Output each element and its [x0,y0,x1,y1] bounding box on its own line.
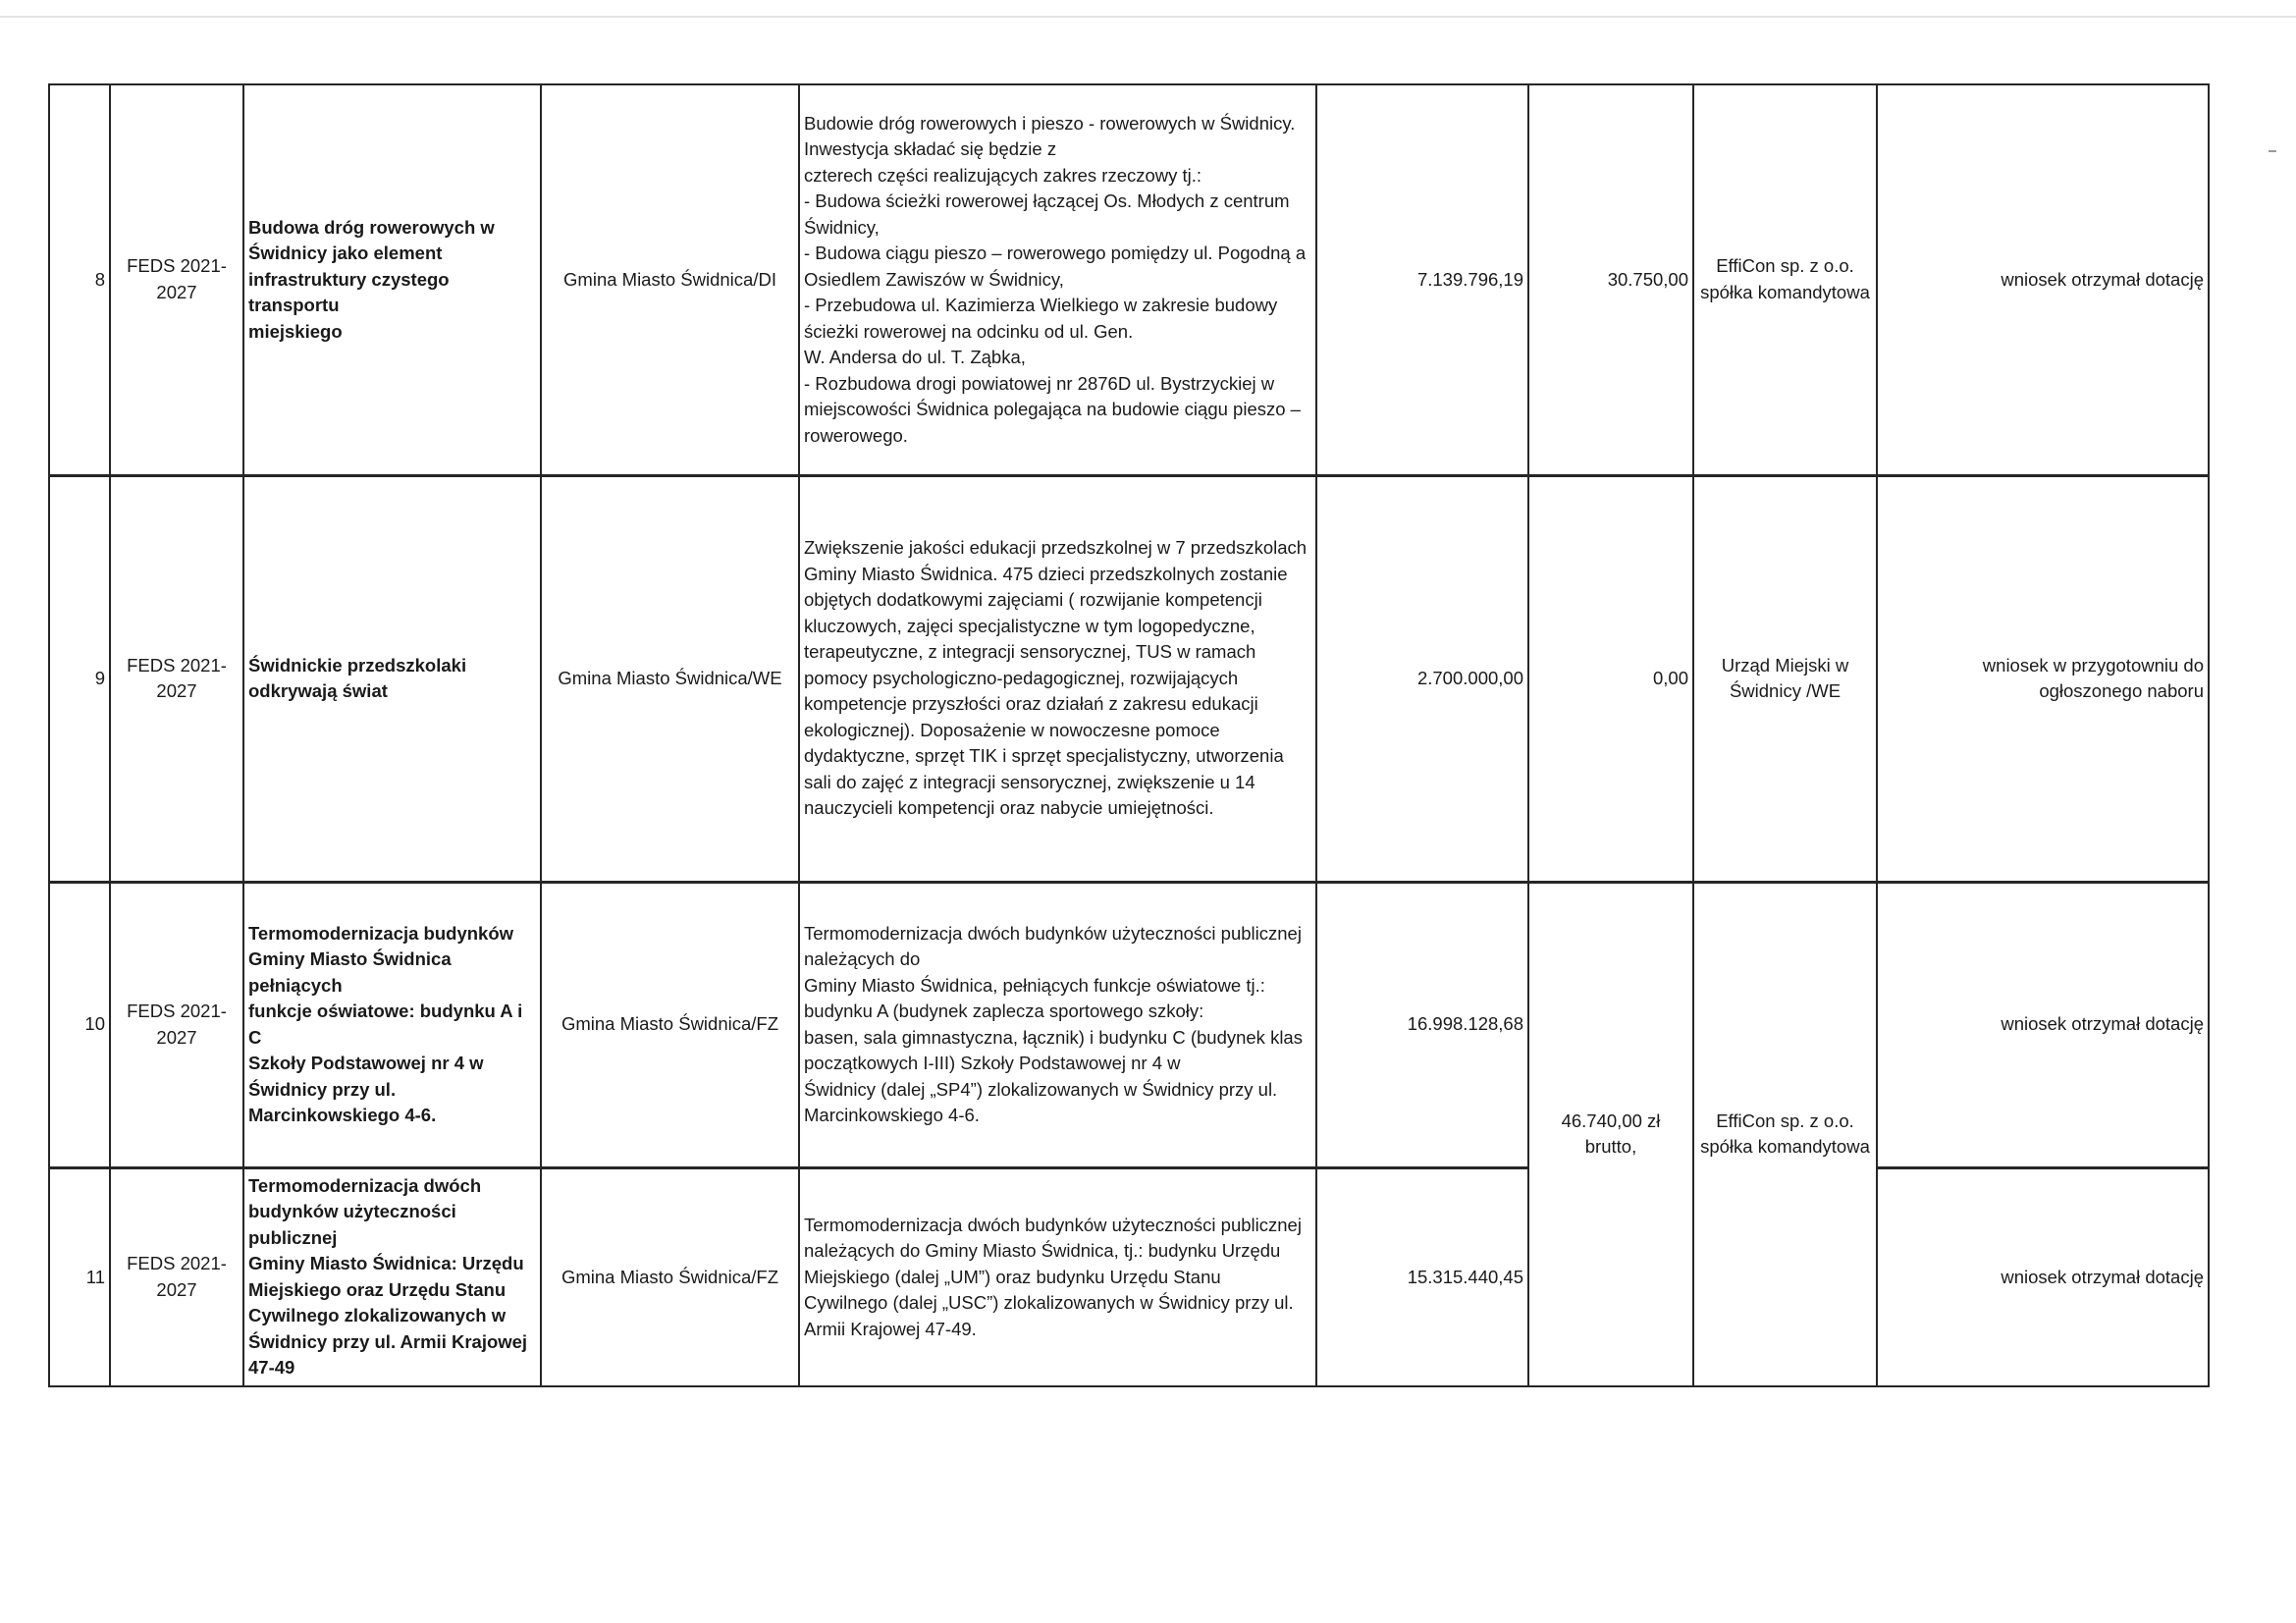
row-number: 11 [49,1167,110,1386]
status: wniosek w przygotowniu do ogłoszonego naboru [1877,475,2209,882]
projects-table [48,83,2210,1387]
contractor-shared: EffiCon sp. z o.o. spółka komandytowa [1693,882,1877,1386]
project-value: 16.998.128,68 [1316,882,1528,1167]
project-description: Termomodernizacja dwóch budynków użyteczności publicznej należących do Gminy Miasto Świdnica, pełniących funkcje oświatowe tj.: budynku A (budynek zaplecza sportowego szkoły: basen, sala gimnastyczna, łącznik) i budynku C (budynek klas początkowych I-III) Szkoły Podstawowej nr 4 w Świdnicy (dalej „SP4”) zlokalizowanych w Świdnicy przy ul. Marcinkowskiego 4-6. [799,882,1316,1167]
status: wniosek otrzymał dotację [1877,84,2209,475]
contractor: EffiCon sp. z o.o. spółka komandytowa [1693,84,1877,475]
table-row-9 [49,475,2209,882]
table-row-10 [49,882,2209,1167]
row-number: 10 [49,882,110,1167]
status: wniosek otrzymał dotację [1877,1167,2209,1386]
project-title: Termomodernizacja budynków Gminy Miasto Świdnica pełniących funkcje oświatowe: budynku A i C Szkoły Podstawowej nr 4 w Świdnicy przy ul. Marcinkowskiego 4-6. [243,882,541,1167]
row-number: 9 [49,475,110,882]
applicant: Gmina Miasto Świdnica/WE [541,475,799,882]
program-name: FEDS 2021- 2027 [110,882,243,1167]
table-row-11 [49,1167,2209,1386]
project-title: Budowa dróg rowerowych w Świdnicy jako element infrastruktury czystego transportu miejskiego [243,84,541,475]
project-description: Termomodernizacja dwóch budynków użyteczności publicznej należących do Gminy Miasto Świdnica, tj.: budynku Urzędu Miejskiego (dalej „UM”) oraz budynku Urzędu Stanu Cywilnego (dalej „USC”) zlokalizowanych w Świdnicy przy ul. Armii Krajowej 47-49. [799,1167,1316,1386]
project-description: Budowie dróg rowerowych i pieszo - rowerowych w Świdnicy. Inwestycja składać się będzie z czterech części realizujących zakres rzeczowy tj.: - Budowa ścieżki rowerowej łączącej Os. Młodych z centrum Świdnicy, - Budowa ciągu pieszo – rowerowego pomiędzy ul. Pogodną a Osiedlem Zawiszów w Świdnicy, - Przebudowa ul. Kazimierza Wielkiego w zakresie budowy ścieżki rowerowej na odcinku od ul. Gen. W. Andersa do ul. T. Ząbka, - Rozbudowa drogi powiatowej nr 2876D ul. Bystrzyckiej w miejscowości Świdnica polegająca na budowie ciągu pieszo – rowerowego. [799,84,1316,475]
preparation-cost: 30.750,00 [1528,84,1693,475]
scan-top-edge [0,16,2296,18]
project-title: Świdnickie przedszkolaki odkrywają świat [243,475,541,882]
project-description: Zwiększenie jakości edukacji przedszkolnej w 7 przedszkolach Gminy Miasto Świdnica. 475 dzieci przedszkolnych zostanie objętych dodatkowymi zajęciami ( rozwijanie kompetencji kluczowych, zajęci specjalistyczne w tym logopedyczne, terapeutyczne, z integracji sensorycznej, TUS w ramach pomocy psychologiczno-pedagogicznej, rozwijających kompetencje przyszłości oraz działań z zakresu edukacji ekologicznej). Doposażenie w nowoczesne pomoce dydaktyczne, sprzęt TIK i sprzęt specjalistyczny, utworzenia sali do zajęć z integracji sensorycznej, zwiększenie u 14 nauczycieli kompetencji oraz nabycie umiejętności. [799,475,1316,882]
project-value: 2.700.000,00 [1316,475,1528,882]
project-value: 15.315.440,45 [1316,1167,1528,1386]
scan-margin-mark [2269,150,2276,152]
contractor: Urząd Miejski w Świdnicy /WE [1693,475,1877,882]
row-number: 8 [49,84,110,475]
applicant: Gmina Miasto Świdnica/FZ [541,882,799,1167]
project-title: Termomodernizacja dwóch budynków użyteczności publicznej Gminy Miasto Świdnica: Urzędu Miejskiego oraz Urzędu Stanu Cywilnego zlokalizowanych w Świdnicy przy ul. Armii Krajowej 47-49 [243,1167,541,1386]
project-value: 7.139.796,19 [1316,84,1528,475]
table-row-8 [49,84,2209,475]
status: wniosek otrzymał dotację [1877,882,2209,1167]
applicant: Gmina Miasto Świdnica/FZ [541,1167,799,1386]
preparation-cost: 0,00 [1528,475,1693,882]
applicant: Gmina Miasto Świdnica/DI [541,84,799,475]
program-name: FEDS 2021- 2027 [110,1167,243,1386]
program-name: FEDS 2021- 2027 [110,475,243,882]
preparation-cost-shared: 46.740,00 zł brutto, [1528,882,1693,1386]
program-name: FEDS 2021- 2027 [110,84,243,475]
